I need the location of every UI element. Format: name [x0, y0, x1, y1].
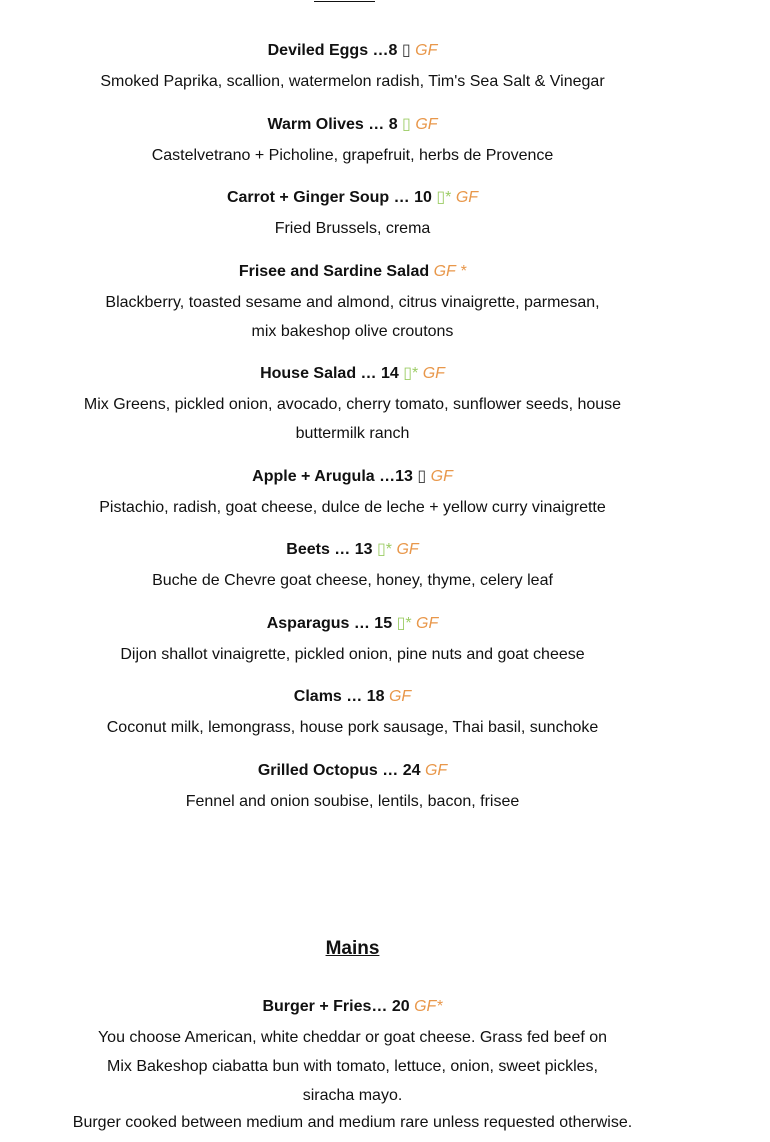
menu-item-beets [60, 540, 645, 595]
vegetarian-mark: ▯ [401, 42, 411, 59]
item-description: Fried Brussels, crema [274, 220, 431, 237]
item-description: Castelvetrano + Picholine, grapefruit, herbs de Provence [151, 147, 554, 164]
menu-item-apple-arugula [60, 467, 645, 522]
vegetarian-mark: ▯ [417, 468, 427, 485]
item-name: Carrot + Ginger Soup … 10 [226, 189, 432, 206]
gf-tag: GF [430, 468, 453, 485]
item-description: Fennel and onion soubise, lentils, bacon, frisee [185, 793, 520, 810]
menu-item-frisee-sardine-salad [60, 262, 645, 346]
gf-tag: GF [416, 615, 439, 632]
gf-tag: GF [415, 42, 438, 59]
section-title: Mains [325, 938, 380, 959]
menu-item-deviled-eggs [60, 41, 645, 96]
gf-tag: GF [415, 116, 438, 133]
menu-item-burger-fries [60, 997, 645, 1137]
item-name: Frisee and Sardine Salad [238, 263, 430, 280]
vegetarian-mark: ▯* [396, 615, 412, 632]
item-name: Asparagus … 15 [266, 615, 393, 632]
section-title-underline-fragment [314, 1, 375, 2]
item-description: Dijon shallot vinaigrette, pickled onion, pine nuts and goat cheese [120, 646, 585, 663]
item-name: Warm Olives … 8 [267, 116, 398, 133]
menu-item-clams [60, 687, 645, 742]
item-description: You choose American, white cheddar or goat cheese. Grass fed beef on Mix Bakeshop ciabatta bun with tomato, lettuce, onion, sweet pickles, siracha mayo. [97, 1029, 608, 1104]
item-name: Apple + Arugula …13 [252, 468, 413, 485]
item-name: Deviled Eggs …8 [267, 42, 398, 59]
vegetarian-mark: ▯* [377, 541, 393, 558]
item-name: Burger + Fries… 20 [262, 998, 410, 1015]
item-description: Coconut milk, lemongrass, house pork sausage, Thai basil, sunchoke [106, 719, 599, 736]
gf-tag: GF [396, 541, 419, 558]
section-header-mains [60, 937, 645, 961]
menu-item-warm-olives [60, 115, 645, 170]
item-name: Beets … 13 [286, 541, 373, 558]
item-description: Buche de Chevre goat cheese, honey, thyme, celery leaf [152, 572, 553, 589]
item-description: Pistachio, radish, goat cheese, dulce de leche + yellow curry vinaigrette [99, 499, 606, 516]
gf-tag: GF [388, 688, 412, 705]
vegetarian-mark: ▯* [436, 189, 452, 206]
menu-item-asparagus [60, 614, 645, 669]
gf-tag: GF* [414, 998, 443, 1015]
item-description: Mix Greens, pickled onion, avocado, cherry tomato, sunflower seeds, house buttermilk ranch [83, 396, 622, 442]
gf-tag: GF [422, 365, 445, 382]
vegetarian-mark: ▯* [403, 365, 419, 382]
item-description: Smoked Paprika, scallion, watermelon radish, Tim's Sea Salt & Vinegar [100, 73, 605, 90]
vegetarian-mark: ▯ [402, 116, 411, 133]
item-note: Burger cooked between medium and medium rare unless requested otherwise. [72, 1114, 633, 1131]
menu-item-grilled-octopus [60, 761, 645, 816]
item-name: House Salad … 14 [260, 365, 399, 382]
item-name: Grilled Octopus … 24 [257, 762, 421, 779]
gf-tag: GF * [433, 263, 467, 280]
gf-tag: GF [455, 189, 479, 206]
item-description: Blackberry, toasted sesame and almond, citrus vinaigrette, parmesan, mix bakeshop olive croutons [105, 294, 600, 340]
gf-tag: GF [424, 762, 448, 779]
menu-item-carrot-ginger-soup [60, 188, 645, 243]
menu-item-house-salad [60, 364, 645, 448]
item-name: Clams … 18 [293, 688, 385, 705]
